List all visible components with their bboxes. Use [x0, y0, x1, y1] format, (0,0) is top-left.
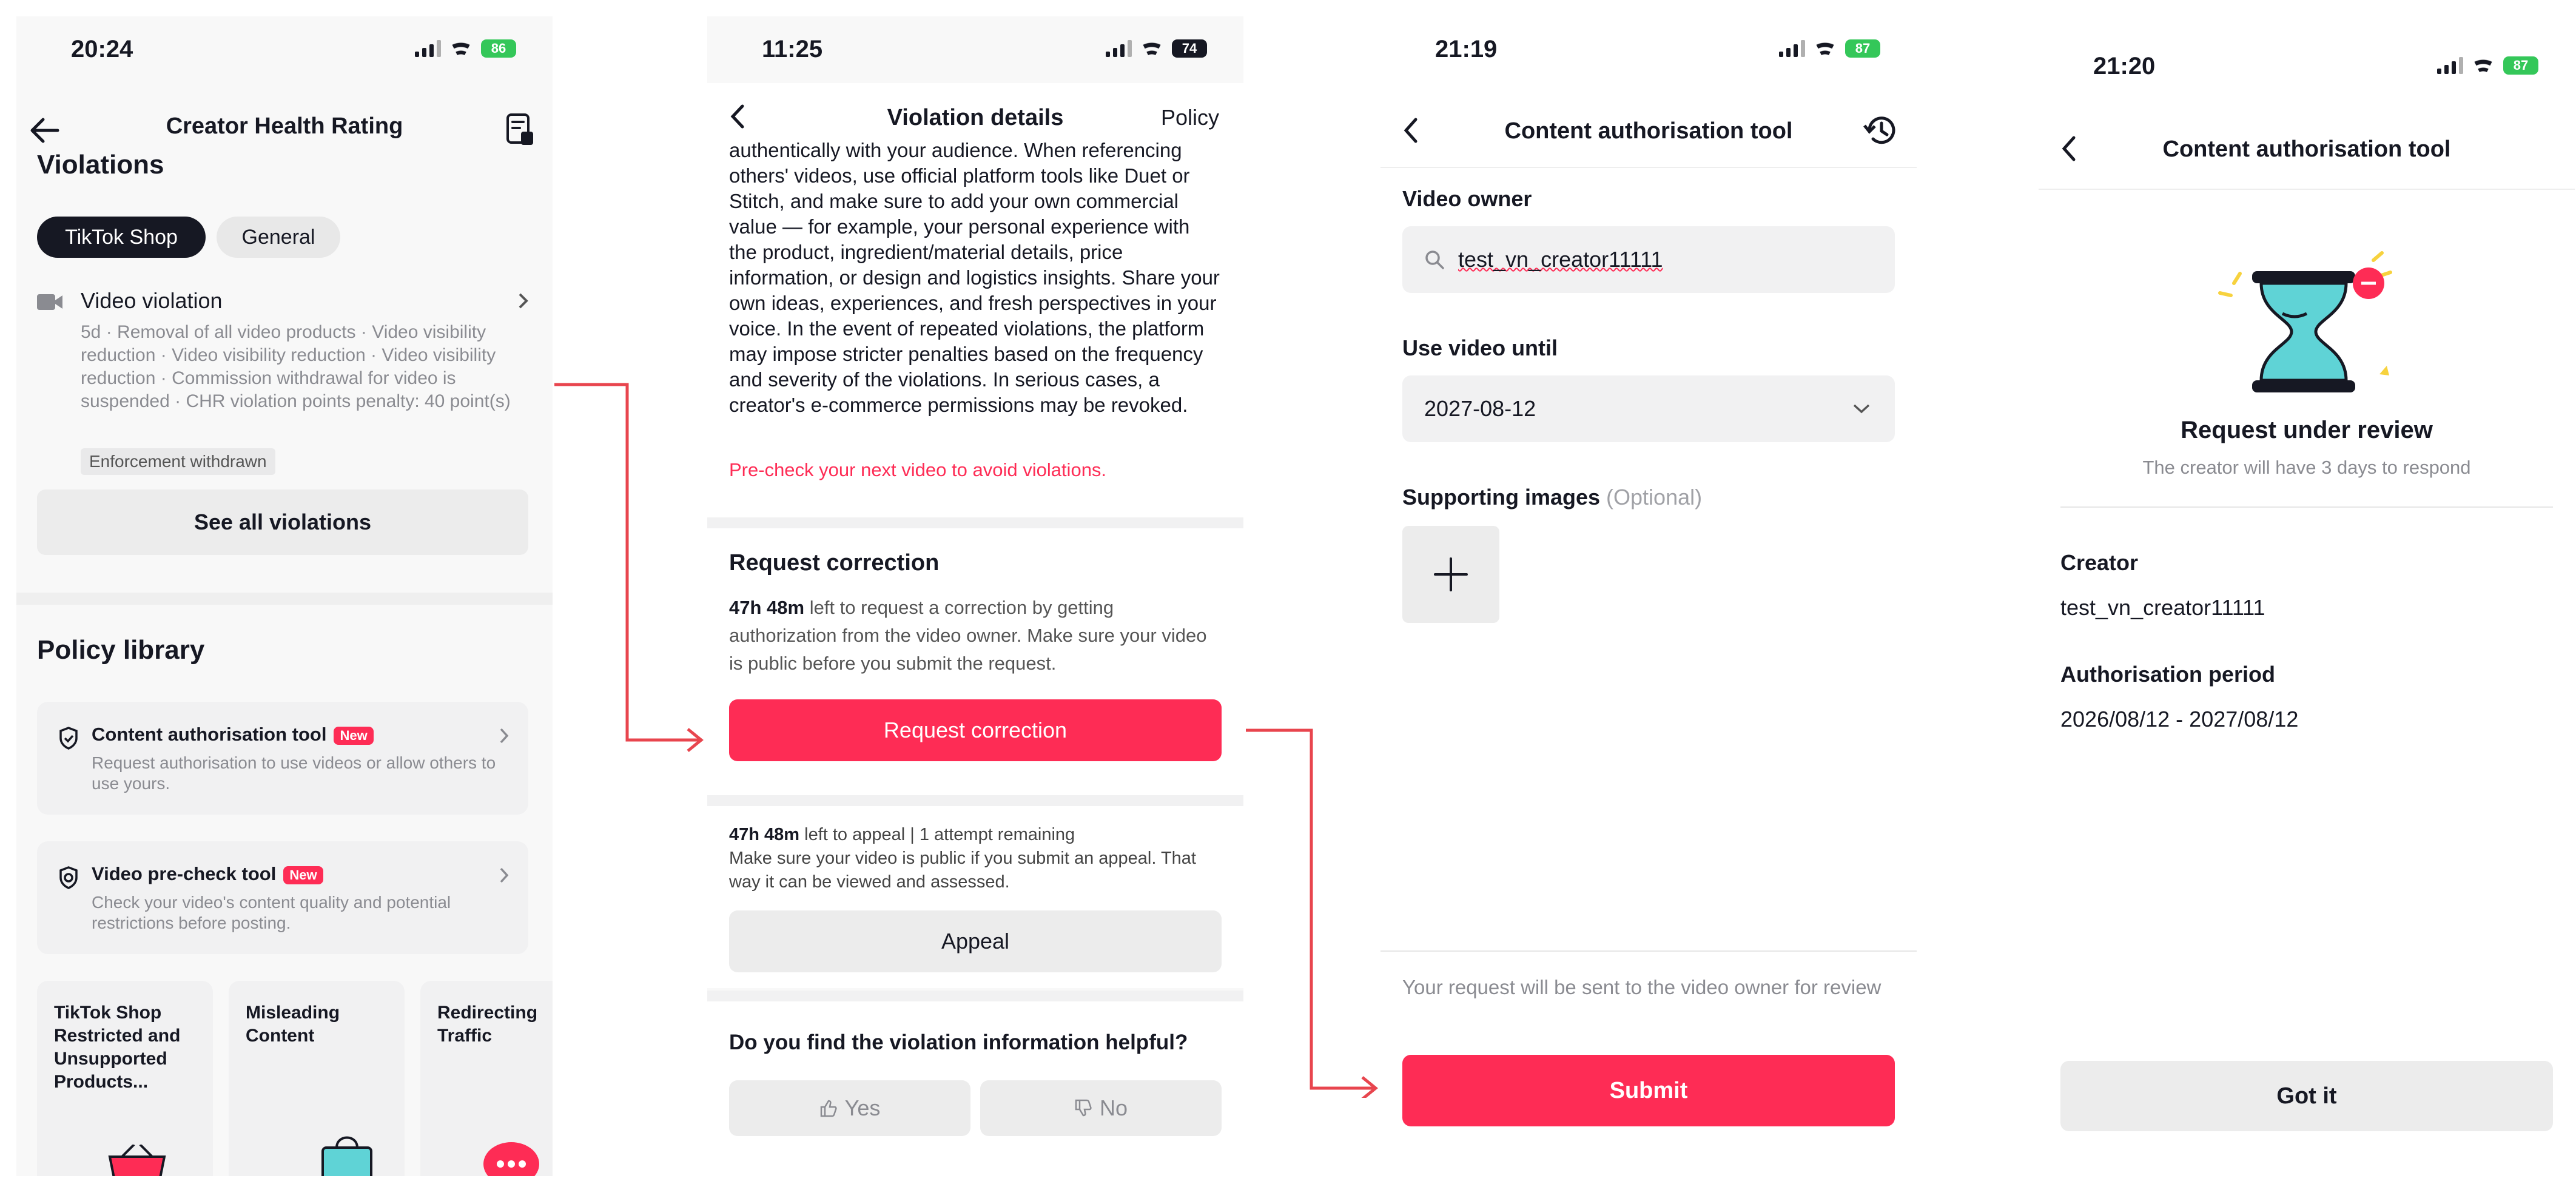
video-owner-input[interactable] — [1402, 226, 1895, 293]
page-title: Violation details — [887, 105, 1064, 130]
battery-icon: 87 — [1845, 39, 1880, 58]
video-precheck-card[interactable] — [37, 841, 528, 954]
signal-icon — [415, 40, 441, 57]
authorisation-period-value: 2026/08/12 - 2027/08/12 — [2060, 707, 2299, 732]
battery-icon: 74 — [1172, 39, 1207, 58]
page-title: Content authorisation tool — [1504, 118, 1793, 144]
signal-icon — [2437, 57, 2463, 74]
correction-info: 47h 48m left to request a correction by getting authorization from the video owner. Make sure your video is public before you submit the request. — [729, 597, 1207, 674]
signal-icon — [1779, 40, 1805, 57]
violation-details-screen — [707, 16, 1243, 1176]
thumbs-down-icon — [1074, 1099, 1092, 1117]
yes-button[interactable]: Yes — [729, 1080, 970, 1136]
request-under-review-screen — [2039, 16, 2575, 1176]
nav-bar — [1380, 89, 1917, 162]
tool-title: Content authorisation tool — [92, 724, 327, 745]
status-time: 21:20 — [2093, 53, 2156, 79]
status-bar — [2039, 33, 2575, 106]
shopping-bag-icon — [314, 1132, 380, 1176]
battery-icon: 87 — [2503, 56, 2538, 75]
add-image-button[interactable] — [1402, 526, 1499, 623]
no-button[interactable]: No — [980, 1080, 1222, 1136]
new-badge: New — [334, 727, 373, 745]
use-until-label: Use video until — [1402, 335, 1558, 360]
library-card-title: Misleading Content — [246, 1003, 340, 1046]
nav-bar — [2039, 107, 2575, 180]
tool-description: Check your video's content quality and potential restrictions before posting. — [92, 893, 451, 932]
page-title: Content authorisation tool — [2162, 136, 2451, 162]
precheck-link[interactable]: Pre-check your next video to avoid violations. — [729, 459, 1107, 480]
status-bar — [16, 16, 553, 89]
creator-health-screen — [16, 16, 553, 1176]
new-badge: New — [283, 866, 323, 884]
appeal-time: 47h 48m — [729, 825, 800, 844]
nav-bar — [707, 83, 1243, 141]
policy-link[interactable]: Policy — [1160, 105, 1219, 130]
creator-value: test_vn_creator11111 — [2060, 595, 2265, 620]
tab-tiktok-shop[interactable]: TikTok Shop — [37, 217, 206, 258]
status-time: 20:24 — [71, 36, 133, 62]
flow-connector-2 — [1245, 722, 1384, 1098]
library-card-title: Redirecting Traffic — [437, 1003, 538, 1046]
history-icon[interactable] — [1862, 113, 1898, 147]
optional-label: (Optional) — [1606, 485, 1703, 510]
status-time: 21:19 — [1435, 36, 1498, 62]
review-title: Request under review — [2181, 417, 2433, 443]
status-time: 11:25 — [762, 36, 823, 62]
report-icon[interactable] — [505, 112, 534, 146]
enforcement-tag: Enforcement withdrawn — [81, 448, 275, 475]
appeal-button[interactable]: Appeal — [729, 910, 1222, 972]
tab-general[interactable]: General — [217, 217, 340, 258]
video-camera-icon — [37, 293, 64, 311]
content-authorisation-card[interactable] — [37, 702, 528, 815]
supporting-images-label: Supporting images — [1402, 485, 1601, 510]
policy-library-heading: Policy library — [37, 635, 205, 665]
hourglass-illustration-icon — [2198, 247, 2416, 405]
tool-description: Request authorisation to use videos or allow others to use yours. — [92, 753, 496, 793]
chat-bubble-icon — [481, 1140, 548, 1176]
video-owner-label: Video owner — [1402, 186, 1532, 211]
signal-icon — [1106, 40, 1132, 57]
chevron-right-icon — [499, 867, 510, 884]
violations-heading: Violations — [37, 150, 164, 180]
tool-title: Video pre-check tool — [92, 863, 277, 884]
library-card-misleading[interactable] — [229, 981, 405, 1176]
violation-details: 5d · Removal of all video products · Video visibility reduction · Video visibility reduction · Video visibility reduction · Commission withdrawal for video is suspended · CHR violation points penalty: 40 point(s) — [81, 322, 511, 411]
correction-time: 47h 48m — [729, 597, 805, 618]
wifi-icon — [2472, 56, 2495, 75]
review-subtitle: The creator will have 3 days to respond — [2142, 457, 2471, 478]
helpful-question: Do you find the violation information helpful? — [729, 1031, 1188, 1054]
wifi-icon — [1140, 39, 1163, 58]
chevron-right-icon — [517, 292, 530, 310]
plus-icon — [1433, 556, 1469, 593]
wifi-icon — [449, 39, 472, 58]
video-owner-value: test_vn_creator11111 — [1458, 247, 1663, 272]
footer-note: Your request will be sent to the video owner for review — [1402, 976, 1882, 998]
library-card-title: TikTok Shop Restricted and Unsupported Products... — [54, 1003, 181, 1092]
shield-icon — [58, 726, 79, 750]
shield-icon — [58, 866, 79, 890]
chevron-right-icon — [499, 727, 510, 744]
appeal-info: 47h 48m left to appeal | 1 attempt remaining Make sure your video is public if you submit an appeal. That way it can be viewed and assessed. — [729, 825, 1196, 892]
section-divider — [16, 593, 553, 605]
page-title: Creator Health Rating — [166, 113, 403, 139]
flow-connector-1 — [553, 376, 711, 776]
thumbs-up-icon — [819, 1099, 838, 1117]
search-icon — [1424, 249, 1445, 270]
policy-text: authentically with your audience. When referencing others' videos, use official platform tools like Duet or Stitch, and make sure to add your own commercial value — for example, your personal experience with the product, ingredient/material details, price information, or design and logistics insights. Share your own ideas, experiences, and fresh perspectives in your voice. In the event of repeated violations, the platform may impose stricter penalties based on the frequency and severity of the violations. In serious cases, a creator's e-commerce permissions may be revoked. — [729, 139, 1220, 416]
request-correction-heading: Request correction — [729, 550, 940, 576]
battery-icon: 86 — [481, 39, 516, 58]
authorisation-period-label: Authorisation period — [2060, 662, 2275, 687]
status-bar — [707, 16, 1243, 89]
library-card-redirecting[interactable] — [420, 981, 553, 1176]
use-until-value: 2027-08-12 — [1424, 396, 1536, 421]
use-until-select[interactable] — [1402, 375, 1895, 442]
violation-title: Video violation — [81, 288, 223, 313]
request-correction-button[interactable]: Request correction — [729, 699, 1222, 761]
shopping-basket-icon — [104, 1145, 170, 1176]
content-authorisation-form-screen — [1380, 16, 1917, 1176]
library-card-restricted[interactable] — [37, 981, 213, 1176]
got-it-button[interactable]: Got it — [2060, 1061, 2553, 1131]
see-all-violations-button[interactable]: See all violations — [37, 489, 528, 555]
wifi-icon — [1814, 39, 1837, 58]
submit-button[interactable]: Submit — [1402, 1055, 1895, 1126]
chevron-down-icon — [1852, 403, 1871, 414]
creator-label: Creator — [2060, 550, 2139, 575]
status-bar — [1380, 16, 1917, 89]
